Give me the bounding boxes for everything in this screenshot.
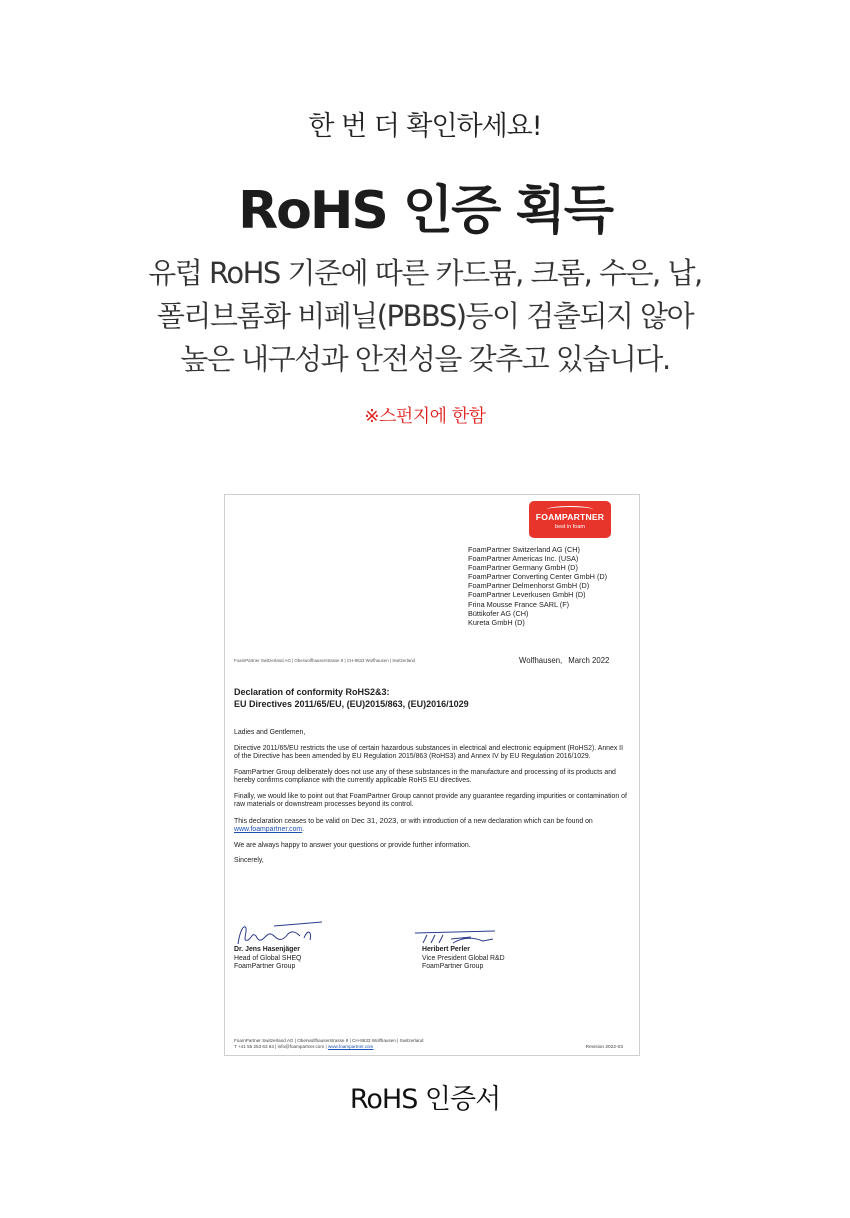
logo-arc-icon xyxy=(547,506,593,513)
company-item: FoamPartner Germany GmbH (D) xyxy=(468,563,578,573)
subtitle: 한 번 더 확인하세요! xyxy=(308,111,542,142)
website-link[interactable]: www.foampartner.com xyxy=(234,826,303,833)
declaration-title: Declaration of conformity RoHS2&3: xyxy=(234,687,390,697)
signer-company: FoamPartner Group xyxy=(234,963,296,970)
place-date xyxy=(519,656,609,665)
company-list xyxy=(468,545,607,627)
validity-suffix: or with introduction of a new declaration which can be found on xyxy=(400,817,593,825)
paragraph: FoamPartner Group deliberately does not use any of these substances in the manufacture and processing of its products and hereby confirms compliance with the currently applicable RoHS EU directives. xyxy=(234,768,616,784)
certificate-body xyxy=(234,729,628,873)
salutation: Ladies and Gentlemen, xyxy=(234,729,306,736)
validity-prefix: This declaration ceases to be valid on xyxy=(234,817,350,825)
company-item: FoamPartner Americas Inc. (USA) xyxy=(468,554,579,564)
sincerely: Sincerely, xyxy=(234,857,264,864)
company-item: FoamPartner Delmenhorst GmbH (D) xyxy=(468,581,590,591)
foampartner-logo xyxy=(529,501,611,538)
signer-2 xyxy=(422,946,505,972)
sponge-note: ※스펀지에 한함 xyxy=(364,406,486,427)
page-title: RoHS 인증 획득 xyxy=(238,181,612,241)
signer-role: Vice President Global R&D xyxy=(422,954,505,962)
footer-address: FoamPartner Switzerland AG | Oberwolfhauserstrasse 9 | CH-8633 Wolfhausen | Switzerland xyxy=(234,1038,424,1043)
signer-company: FoamPartner Group xyxy=(422,963,484,970)
paragraph: Directive 2011/65/EU restricts the use of certain hazardous substances in electrical and electronic equipment (RoHS2). Annex II of the Directive has been amended by EU Regulation 2015/863 (RoHS3) and Annex IV by EU Regulation 2016/1029. xyxy=(234,744,624,760)
rohs-certificate-image xyxy=(224,494,640,1056)
closing: We are always happy to answer your questions or provide further information. xyxy=(234,841,471,849)
company-item: FoamPartner Switzerland AG (CH) xyxy=(468,545,580,554)
directives: EU Directives 2011/65/EU, (EU)2015/863, (EU)2016/1029 xyxy=(234,699,469,709)
signer-name: Dr. Jens Hasenjäger xyxy=(234,946,300,953)
logo-tagline: best in foam xyxy=(555,524,585,530)
logo-text: FOAMPARTNER xyxy=(535,512,605,522)
description-line: 폴리브롬화 비페닐(PBBS)등이 검출되지 않아 xyxy=(156,299,694,333)
company-item: Büttikofer AG (CH) xyxy=(468,608,529,618)
footer-contact xyxy=(234,1044,423,1050)
company-item: FoamPartner Converting Center GmbH (D) xyxy=(468,572,608,582)
company-item: Frina Mousse France SARL (F) xyxy=(468,599,570,609)
description-line: 높은 내구성과 안전성을 갖추고 있습니다. xyxy=(180,342,670,376)
validity-date: Dec 31, 2023, xyxy=(351,815,399,825)
company-item: Kureta GmbH (D) xyxy=(468,617,525,627)
signer-1 xyxy=(234,946,301,972)
signer-role: Head of Global SHEQ xyxy=(234,954,302,962)
description xyxy=(0,252,850,381)
company-item: FoamPartner Leverkusen GmbH (D) xyxy=(468,590,586,600)
validity-paragraph: This declaration ceases to be valid on Dec 31, 2023, or with introduction of a new declaration which can be found on www.foampartner.com. xyxy=(234,815,593,833)
place: Wolfhausen, xyxy=(519,656,563,665)
declaration-heading xyxy=(234,686,469,710)
certificate-footer xyxy=(234,1038,423,1050)
description-line: 유럽 RoHS 기준에 따른 카드뮴, 크롬, 수은, 납, xyxy=(148,256,702,290)
footer-phone-mail: T +41 55 253 63 63 | info@foampartner.com | xyxy=(234,1044,327,1049)
signature-1-icon xyxy=(234,920,324,948)
certificate-caption: RoHS 인증서 xyxy=(349,1084,501,1115)
signer-name: Heribert Perler xyxy=(422,946,470,953)
sender-address: FoamPartner Switzerland AG | Oberwolfhauserstrasse 9 | CH-8633 Wolfhausen | Switzerland xyxy=(234,658,415,663)
date: March 2022 xyxy=(568,656,610,665)
paragraph: Finally, we would like to point out that FoamPartner Group cannot provide any guarantee regarding impurities or contamination of raw materials or downstream processes beyond its control. xyxy=(234,792,627,808)
footer-website-link[interactable]: www.foampartner.com xyxy=(327,1044,374,1049)
revision: Revision 2022-03 xyxy=(585,1045,623,1050)
